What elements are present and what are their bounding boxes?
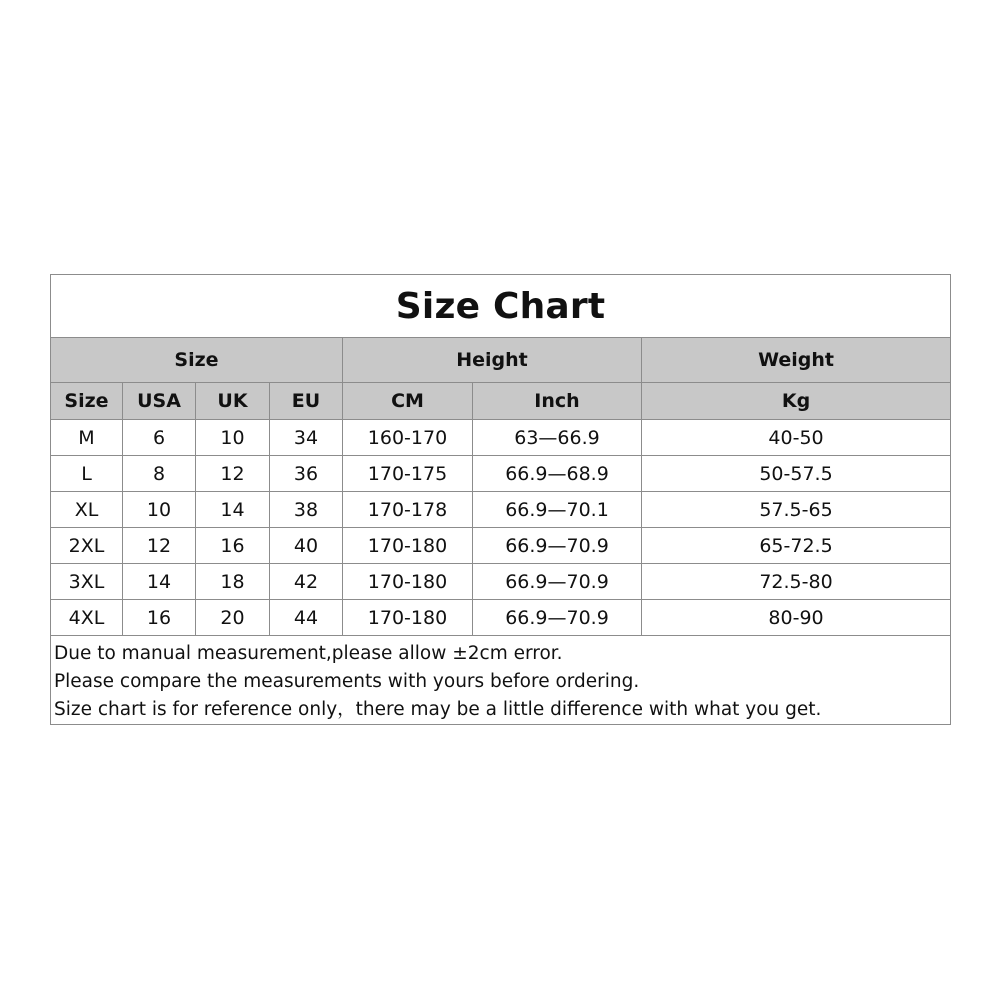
cell-kg: 65-72.5	[642, 528, 951, 564]
cell-usa: 6	[123, 420, 196, 456]
table-row	[51, 528, 951, 564]
cell-size: M	[51, 420, 123, 456]
cell-uk: 20	[196, 600, 270, 636]
cell-kg: 57.5-65	[642, 492, 951, 528]
group-header-size: Size	[51, 338, 343, 383]
cell-size: L	[51, 456, 123, 492]
cell-inch: 63—66.9	[473, 420, 642, 456]
notes-cell	[51, 636, 951, 725]
column-header-cm: CM	[343, 383, 473, 420]
column-header-eu: EU	[270, 383, 343, 420]
cell-size: 2XL	[51, 528, 123, 564]
cell-uk: 12	[196, 456, 270, 492]
cell-kg: 80-90	[642, 600, 951, 636]
table-row	[51, 564, 951, 600]
column-header-size: Size	[51, 383, 123, 420]
cell-usa: 12	[123, 528, 196, 564]
note-reference-only: Size chart is for reference only，there may be a little difference with what you get.	[54, 699, 822, 720]
cell-uk: 14	[196, 492, 270, 528]
table-row	[51, 420, 951, 456]
cell-eu: 34	[270, 420, 343, 456]
cell-inch: 66.9—70.9	[473, 528, 642, 564]
group-header-row	[51, 338, 951, 383]
cell-usa: 16	[123, 600, 196, 636]
note-compare-measurements: Please compare the measurements with yours before ordering.	[54, 671, 640, 692]
cell-uk: 10	[196, 420, 270, 456]
title-row	[51, 275, 951, 338]
cell-eu: 36	[270, 456, 343, 492]
cell-eu: 42	[270, 564, 343, 600]
column-header-row	[51, 383, 951, 420]
cell-uk: 18	[196, 564, 270, 600]
size-chart-table	[50, 274, 951, 725]
cell-usa: 8	[123, 456, 196, 492]
cell-eu: 44	[270, 600, 343, 636]
cell-inch: 66.9—70.1	[473, 492, 642, 528]
note-measurement-error: Due to manual measurement,please allow ±2cm error.	[54, 643, 563, 664]
column-header-inch: Inch	[473, 383, 642, 420]
table-row	[51, 456, 951, 492]
table-row	[51, 600, 951, 636]
column-header-kg: Kg	[642, 383, 951, 420]
cell-inch: 66.9—70.9	[473, 564, 642, 600]
cell-size: XL	[51, 492, 123, 528]
cell-eu: 40	[270, 528, 343, 564]
cell-inch: 66.9—68.9	[473, 456, 642, 492]
cell-kg: 40-50	[642, 420, 951, 456]
cell-usa: 14	[123, 564, 196, 600]
cell-cm: 160-170	[343, 420, 473, 456]
group-header-height: Height	[343, 338, 642, 383]
cell-size: 4XL	[51, 600, 123, 636]
cell-usa: 10	[123, 492, 196, 528]
cell-kg: 50-57.5	[642, 456, 951, 492]
cell-cm: 170-175	[343, 456, 473, 492]
cell-cm: 170-178	[343, 492, 473, 528]
cell-cm: 170-180	[343, 564, 473, 600]
cell-cm: 170-180	[343, 600, 473, 636]
column-header-uk: UK	[196, 383, 270, 420]
chart-title: Size Chart	[51, 275, 951, 338]
notes-row	[51, 636, 951, 725]
cell-eu: 38	[270, 492, 343, 528]
cell-uk: 16	[196, 528, 270, 564]
cell-cm: 170-180	[343, 528, 473, 564]
cell-inch: 66.9—70.9	[473, 600, 642, 636]
cell-kg: 72.5-80	[642, 564, 951, 600]
table-row	[51, 492, 951, 528]
group-header-weight: Weight	[642, 338, 951, 383]
cell-size: 3XL	[51, 564, 123, 600]
column-header-usa: USA	[123, 383, 196, 420]
